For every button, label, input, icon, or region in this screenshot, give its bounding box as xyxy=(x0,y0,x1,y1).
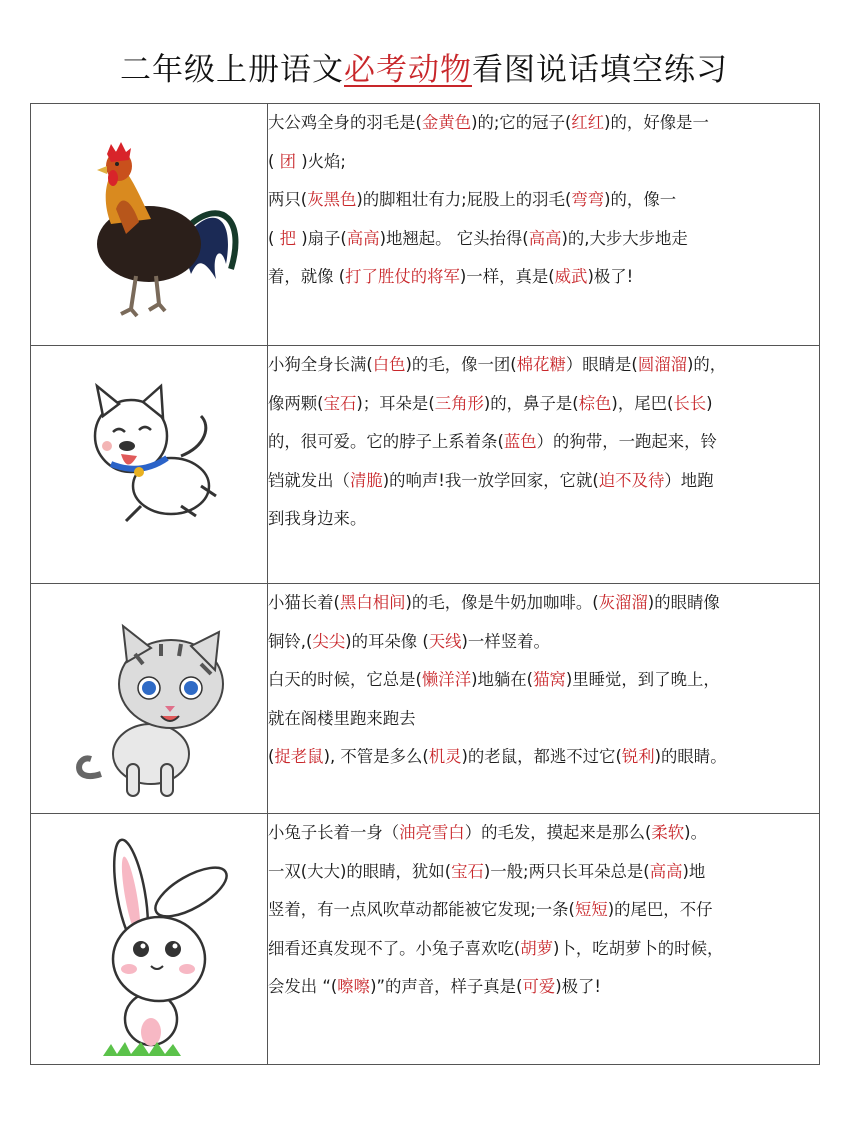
answer-blank: 高高 xyxy=(528,228,562,248)
sentence-text: )的， xyxy=(686,355,727,374)
sentence-text: 两只( xyxy=(268,190,308,209)
sentence-text: )的响声!我一放学回家，它就( xyxy=(382,470,599,490)
sentence-text: )一样竖着。 xyxy=(461,631,550,651)
answer-blank: 蓝色 xyxy=(503,432,537,451)
sentence-text: )火焰; xyxy=(296,151,346,171)
answer-blank: 金黄色 xyxy=(421,113,472,132)
answer-blank: 尖尖 xyxy=(312,631,346,651)
sentence-text: )的毛，像是牛奶加咖啡。( xyxy=(405,593,599,612)
answer-blank: 迫不及待 xyxy=(598,470,665,490)
sentence-text: ( xyxy=(268,747,275,766)
sentence-text: )扇子( xyxy=(296,228,347,248)
sentence-text: )地躺在( xyxy=(471,670,534,689)
sentence-text: )的;它的冠子( xyxy=(471,113,572,132)
sentence-text: 小猫长着( xyxy=(268,593,340,612)
answer-blank: 灰黑色 xyxy=(307,190,357,209)
table-row-bunny xyxy=(31,814,820,1065)
sentence-text: )的脚粗壮有力;屁股上的羽毛( xyxy=(356,190,572,209)
sentence-text: )的，像一 xyxy=(604,190,677,209)
answer-blank: 嚓嚓 xyxy=(337,977,371,996)
sentence-text: )极了! xyxy=(555,977,601,996)
sentence-text: )的眼睛像 xyxy=(647,593,720,612)
bunny-icon xyxy=(31,814,267,1064)
sentence-text: )地翘起。 它头抬得( xyxy=(379,228,529,248)
answer-blank: 白色 xyxy=(372,355,406,374)
title-highlight: 必考动物 xyxy=(344,52,472,88)
sentence-text: 着，就像 ( xyxy=(268,267,346,286)
text-cell xyxy=(268,584,820,814)
paragraph-bunny xyxy=(268,814,819,1007)
answer-blank: 清脆 xyxy=(349,470,383,490)
answer-blank: 团 xyxy=(279,151,296,171)
sentence-text: )的尾巴，不仔 xyxy=(607,900,713,919)
sentence-text: 细看还真发现不了。小兔子喜欢吃( xyxy=(268,938,521,958)
sentence-text: ), 不管是多么( xyxy=(323,747,429,766)
answer-blank: 棉花糖 xyxy=(516,355,566,374)
answer-blank: 高高 xyxy=(649,861,683,881)
sentence-text: ) xyxy=(706,393,713,413)
table-row-puppy xyxy=(31,346,820,584)
kitten-icon xyxy=(31,584,267,813)
title-part-2: 看图说话填空练习 xyxy=(472,52,728,88)
sentence-text: )”的声音，样子真是( xyxy=(370,977,523,996)
rooster-icon xyxy=(31,104,267,345)
answer-blank: 把 xyxy=(279,228,296,248)
sentence-text: )一般;两只长耳朵总是( xyxy=(483,861,650,881)
table-row-rooster xyxy=(31,104,820,346)
text-cell xyxy=(268,346,820,584)
answer-blank: 机灵 xyxy=(428,747,462,766)
sentence-text: ）地跑 xyxy=(664,470,714,490)
answer-blank: 可爱 xyxy=(522,977,556,996)
sentence-text: 的，很可爱。它的脖子上系着条( xyxy=(268,432,504,451)
sentence-text: ）的狗带，一跑起来，铃 xyxy=(536,432,717,451)
answer-blank: 灰溜溜 xyxy=(598,593,648,612)
sentence-text: ( xyxy=(268,151,280,171)
answer-blank: 捉老鼠 xyxy=(274,747,324,766)
sentence-text: ）眼睛是( xyxy=(565,355,638,374)
sentence-text: 铜铃,( xyxy=(268,631,313,651)
sentence-text: )卜，吃胡萝卜的时候， xyxy=(553,938,724,958)
answer-blank: 红红 xyxy=(571,113,605,132)
page-title xyxy=(0,44,848,89)
answer-blank: 宝石 xyxy=(451,861,484,881)
sentence-text: )的眼睛。 xyxy=(654,747,727,766)
sentence-text: )的，鼻子是( xyxy=(483,393,579,413)
sentence-text: 一双(大大)的眼睛，犹如( xyxy=(268,861,452,881)
sentence-text: )的耳朵像 ( xyxy=(345,631,429,651)
sentence-text: 小狗全身长满( xyxy=(268,355,373,374)
answer-blank: 打了胜仗的将军 xyxy=(345,267,460,286)
paragraph-puppy xyxy=(268,346,819,539)
answer-blank: 弯弯 xyxy=(571,190,605,209)
answer-blank: 油亮雪白 xyxy=(399,823,465,842)
answer-blank: 威武 xyxy=(554,267,588,286)
sentence-text: )的老鼠，都逃不过它( xyxy=(461,747,622,766)
sentence-text: )的，好像是一 xyxy=(604,113,709,132)
answer-blank: 黑白相间 xyxy=(339,593,406,612)
sentence-text: )的毛，像一团( xyxy=(405,355,517,374)
answer-blank: 短短 xyxy=(574,900,608,919)
picture-cell xyxy=(31,584,268,814)
sentence-text: )；耳朵是( xyxy=(356,393,435,413)
sentence-text: )一样，真是( xyxy=(459,267,555,286)
sentence-text: )。 xyxy=(684,823,707,842)
paragraph-kitten xyxy=(268,584,819,777)
sentence-text: 大公鸡全身的羽毛是( xyxy=(268,113,422,132)
picture-cell xyxy=(31,346,268,584)
picture-cell xyxy=(31,104,268,346)
sentence-text: )地 xyxy=(682,861,706,881)
sentence-text: 像两颗( xyxy=(268,393,324,413)
sentence-text: )极了! xyxy=(587,267,634,286)
sentence-text: 白天的时候，它总是( xyxy=(268,670,422,689)
sentence-text: )，尾巴( xyxy=(611,393,674,413)
sentence-text: 铛就发出（ xyxy=(268,470,350,490)
answer-blank: 高高 xyxy=(346,228,380,248)
answer-blank: 三角形 xyxy=(434,393,484,413)
sentence-text: 小兔子长着一身（ xyxy=(268,823,400,842)
answer-blank: 圆溜溜 xyxy=(637,355,687,374)
sentence-text: 就在阁楼里跑来跑去 xyxy=(268,708,416,728)
sentence-text: )的,大步大步地走 xyxy=(561,228,688,248)
answer-blank: 胡萝 xyxy=(520,938,554,958)
picture-cell xyxy=(31,814,268,1065)
answer-blank: 懒洋洋 xyxy=(421,670,472,689)
exercise-table xyxy=(30,103,820,1065)
puppy-icon xyxy=(31,346,267,583)
paragraph-rooster xyxy=(268,104,819,297)
answer-blank: 长长 xyxy=(673,393,707,413)
text-cell xyxy=(268,104,820,346)
answer-blank: 棕色 xyxy=(578,393,612,413)
sentence-text: 到我身边来。 xyxy=(268,509,367,528)
sentence-text: 会发出 “( xyxy=(268,977,338,996)
answer-blank: 天线 xyxy=(428,631,462,651)
answer-blank: 柔软 xyxy=(651,823,685,842)
answer-blank: 猫窝 xyxy=(533,670,566,689)
title-part-1: 二年级上册语文 xyxy=(120,52,344,88)
answer-blank: 锐利 xyxy=(621,747,655,766)
sentence-text: ）的毛发，摸起来是那么( xyxy=(464,823,652,842)
sentence-text: )里睡觉，到了晚上， xyxy=(565,670,720,689)
sentence-text: 竖着，有一点风吹草动都能被它发现;一条( xyxy=(268,900,575,919)
answer-blank: 宝石 xyxy=(323,393,357,413)
sentence-text: ( xyxy=(268,228,280,248)
text-cell xyxy=(268,814,820,1065)
table-row-kitten xyxy=(31,584,820,814)
